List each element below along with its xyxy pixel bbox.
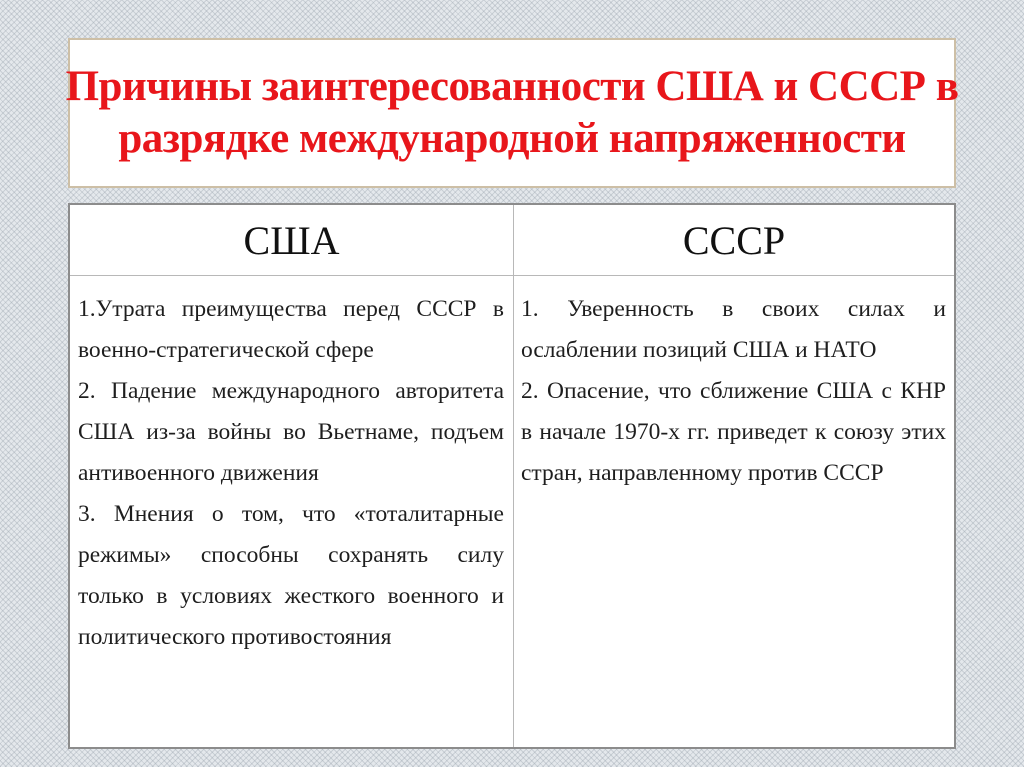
column-header-usa: США [243, 217, 340, 263]
column-divider [513, 205, 514, 747]
usa-reason-item-1: 1.Утрата преимущества перед СССР в военно-стратегической сфере [78, 296, 504, 363]
usa-reason-item-2: 2. Падение международного авторитета США из-за войны во Вьетнаме, подъем антивоенного движения [78, 378, 504, 486]
slide-title-box [65, 38, 959, 188]
ussr-reason-item-2: 2. Опасение, что сближение США с КНР в начале 1970-х гг. приведет к союзу этих стран, направленному против СССР [521, 378, 946, 486]
column-header-ussr: СССР [682, 217, 786, 263]
slide-title-line-2: разрядке международной напряженности [118, 115, 906, 162]
slide-title-line-1: Причины заинтересованности США и СССР в [65, 63, 959, 110]
usa-reasons-cell [78, 289, 504, 658]
ussr-reason-item-1: 1. Уверенность в своих силах и ослаблении позиций США и НАТО [521, 296, 946, 363]
ussr-reasons-cell [521, 289, 946, 494]
header-row-divider [70, 275, 954, 276]
usa-reason-item-3: 3. Мнения о том, что «тоталитарные режимы» способны сохранять силу только в условиях жесткого военного и политического противостояния [78, 501, 504, 650]
comparison-table [68, 203, 956, 749]
